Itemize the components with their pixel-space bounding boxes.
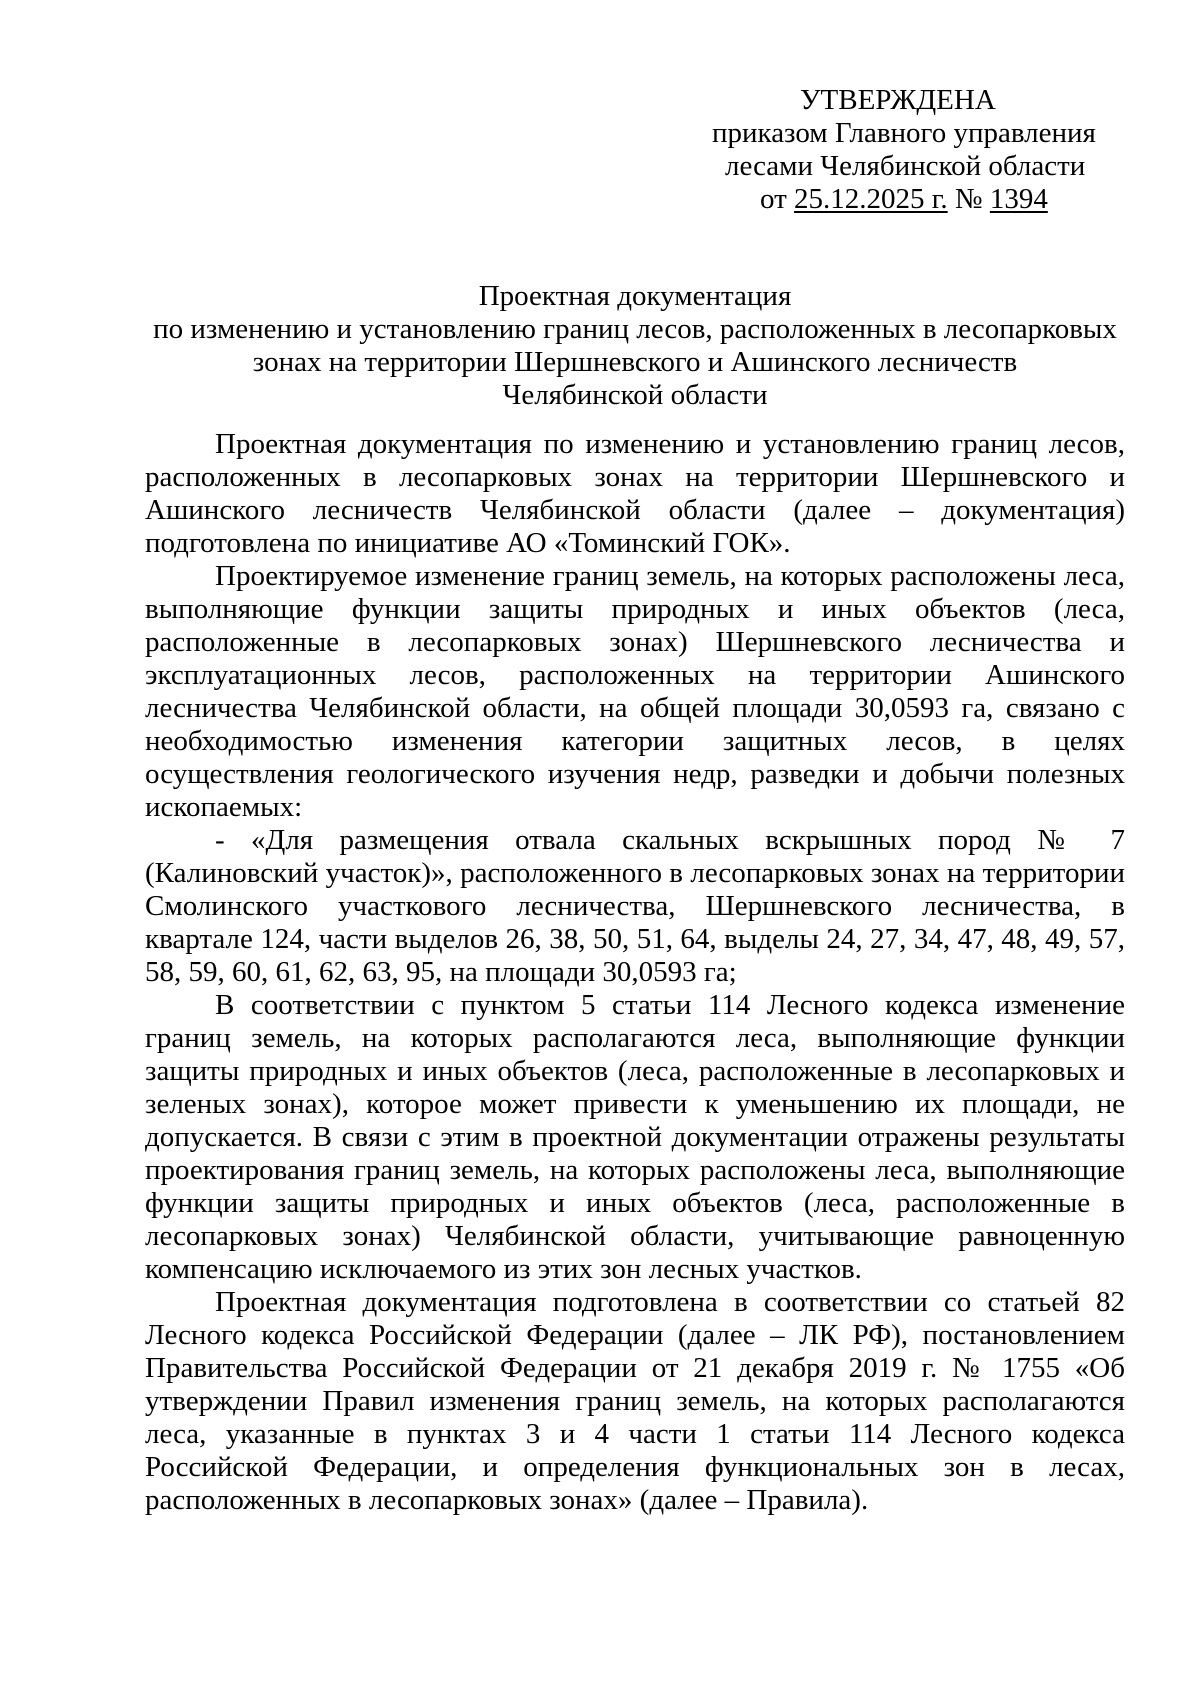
document-heading	[145, 280, 1125, 412]
heading-line-1: Проектная документация	[478, 280, 792, 312]
approval-line-1: приказом Главного управления	[712, 117, 1096, 149]
heading-line-2: по изменению и установлению границ лесов, расположенных в лесопарковых	[153, 313, 1117, 345]
approval-number-sign: №	[947, 183, 990, 215]
paragraph-2: Проектируемое изменение границ земель, на которых расположены леса, выполняющие функции защиты природных и иных объектов (леса, расположенные в лесопарковых зонах) Шершневского лесничества и эксплуатационных лесов, расположенных на территории Ашинского лесничества Челябинской области, на общей площади 30,0593 га, связано с необходимостью изменения категории защитных лесов, в целях осуществления геологического изучения недр, разведки и добычи полезных ископаемых:	[145, 560, 1125, 823]
approval-title: УТВЕРЖДЕНА	[800, 84, 996, 116]
approval-number: 1394	[989, 183, 1048, 215]
approval-line-date	[760, 183, 1048, 216]
approval-date: 25.12.2025 г.	[794, 183, 948, 215]
paragraph-5: Проектная документация подготовлена в соответствии со статьей 82 Лесного кодекса Российской Федерации (далее – ЛК РФ), постановлением Правительства Российской Федерации от 21 декабря 2019 г. № 1755 «Об утверждении Правил изменения границ земель, на которых располагаются леса, указанные в пунктах 3 и 4 части 1 статьи 114 Лесного кодекса Российской Федерации, и определения функциональных зон в лесах, расположенных в лесопарковых зонах» (далее – Правила).	[145, 1286, 1125, 1516]
paragraph-3: - «Для размещения отвала скальных вскрышных пород № 7 (Калиновский участок)», расположенного в лесопарковых зонах на территории Смолинского участкового лесничества, Шершневского лесничества, в квартале 124, части выделов 26, 38, 50, 51, 64, выделы 24, 27, 34, 47, 48, 49, 57, 58, 59, 60, 61, 62, 63, 95, на площади 30,0593 га;	[145, 824, 1125, 988]
approval-prefix: от	[760, 183, 795, 215]
heading-line-3: зонах на территории Шершневского и Ашинского лесничеств	[252, 346, 1018, 378]
document-body	[145, 428, 1125, 1517]
approval-line-2: лесами Челябинской области	[725, 150, 1086, 182]
heading-line-4: Челябинской области	[502, 379, 768, 411]
paragraph-1: Проектная документация по изменению и установлению границ лесов, расположенных в лесопарковых зонах на территории Шершневского и Ашинского лесничеств Челябинской области (далее – документация) подготовлена по инициативе АО «Томинский ГОК».	[145, 428, 1125, 559]
paragraph-4: В соответствии с пунктом 5 статьи 114 Лесного кодекса изменение границ земель, на которых располагаются леса, выполняющие функции защиты природных и иных объектов (леса, расположенные в лесопарковых и зеленых зонах), которое может привести к уменьшению их площади, не допускается. В связи с этим в проектной документации отражены результаты проектирования границ земель, на которых расположены леса, выполняющие функции защиты природных и иных объектов (леса, расположенные в лесопарковых зонах) Челябинской области, учитывающие равноценную компенсацию исключаемого из этих зон лесных участков.	[145, 989, 1125, 1285]
